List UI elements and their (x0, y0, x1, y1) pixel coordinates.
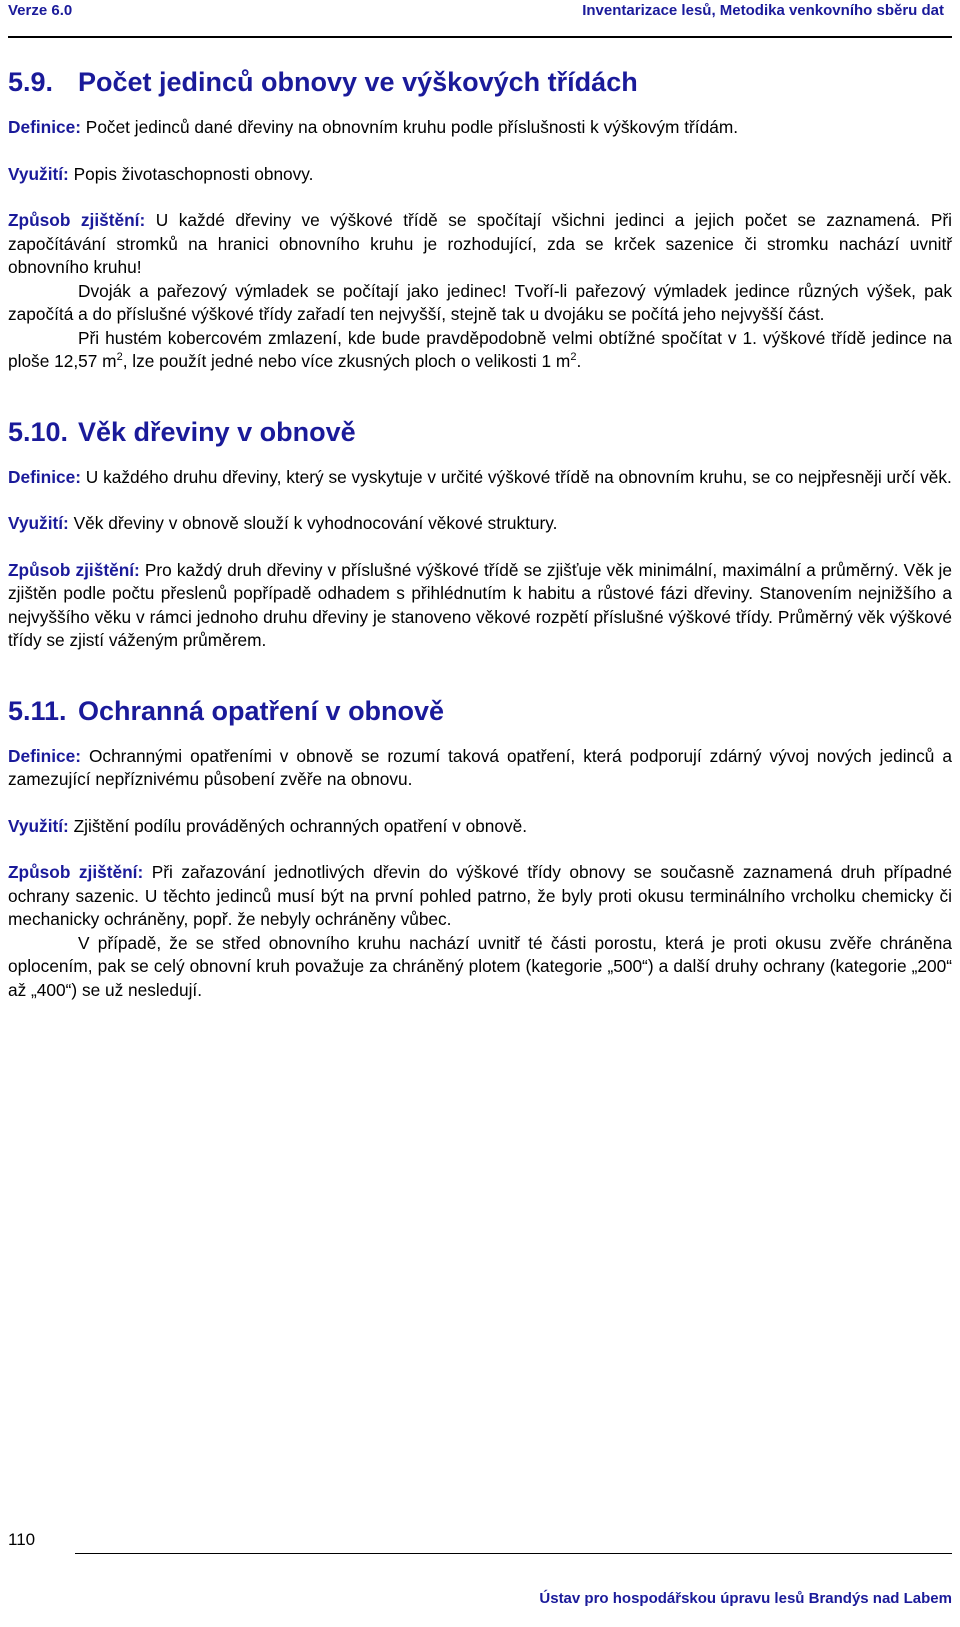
usage-label: Využití: (8, 513, 69, 533)
method-paragraph (8, 209, 952, 280)
definition-text: Ochrannými opatřeními v obnově se rozumí taková opatření, která podporují zdárný vývoj nových jedinců a zamezující nepříznivému působení zvěře na obnovu. (8, 745, 952, 789)
section-5-10 (8, 414, 952, 653)
section-5-9 (8, 64, 952, 374)
definition-label: Definice: (8, 745, 81, 766)
definition-paragraph (8, 116, 952, 140)
method-label: Způsob zjištění: (8, 559, 140, 580)
page-header (8, 0, 952, 38)
version-label: Verze 6.0 (8, 2, 73, 19)
superscript: 2 (116, 351, 123, 364)
method-label: Způsob zjištění: (8, 862, 144, 882)
definition-label: Definice: (8, 466, 81, 487)
usage-paragraph (8, 815, 952, 839)
section-heading (8, 64, 952, 100)
usage-paragraph (8, 163, 952, 187)
definition-text: U každého druhu dřeviny, který se vyskytuje v určité výškové třídě na obnovním kruhu, se co nejpřesněji určí věk. (85, 466, 952, 487)
definition-paragraph (8, 466, 952, 490)
usage-paragraph (8, 512, 952, 536)
method-paragraph (8, 861, 952, 932)
usage-text: Popis životaschopnosti obnovy. (73, 163, 314, 184)
usage-label: Využití: (8, 163, 69, 184)
superscript: 2 (570, 351, 577, 364)
section-number: 5.11. (8, 695, 67, 726)
section-title: Ochranná opatření v obnově (78, 695, 445, 726)
method-text: U každé dřeviny ve výškové třídě se spočítají všichni jedinci a jejich počet se zaznamená. Při započítávání stromků na hranici obnovního kruhu je rozhodující, zda se krček sazenice či stromku nachází uvnitř obnovního kruhu! (8, 210, 952, 277)
body-paragraph: Dvoják a pařezový výmladek se počítají jako jedinec! Tvoří-li pařezový výmladek jedince různých výšek, pak započítá a do příslušné výškové třídy zařadí ten nejvyšší, stejně tak u dvojáku se počítá jeho nejvyšší část. (8, 280, 952, 324)
usage-label: Využití: (8, 815, 69, 836)
body-paragraph: V případě, že se střed obnovního kruhu nachází uvnitř té části porostu, která je proti okusu zvěře chráněna oplocením, pak se celý obnovní kruh považuje za chráněný plotem (kategorie „500“) a další druhy ochrany (kategorie „200“ až „400“) se už nesledují. (8, 932, 952, 1000)
method-text: Pro každý druh dřeviny v příslušné výškové třídě se zjišťuje věk minimální, maximální a průměrný. Věk je zjištěn podle počtu přeslenů popřípadě odhadem s přihlédnutím k habitu a růstové fázi dřeviny. Stanovením nejnižšího a nejvyššího věku v rámci jednoho druhu dřeviny je stanoveno věkové rozpětí příslušné výškové třídy. Průměrný věk výškové třídy se zjistí váženým průměrem. (8, 559, 952, 650)
section-title: Počet jedinců obnovy ve výškových třídách (78, 67, 638, 97)
section-5-11 (8, 693, 952, 1003)
definition-text: Počet jedinců dané dřeviny na obnovním kruhu podle příslušnosti k výškovým třídám. (85, 117, 739, 137)
method-text: Při zařazování jednotlivých dřevin do výškové třídy obnovy se současně zaznamená druh případné ochrany sazenic. U těchto jedinců musí být na první pohled patrno, že byly proti okusu terminálního vrcholku chemicky či mechanicky ochráněny, popř. že nebyly ochráněny vůbec. (8, 862, 952, 929)
page-content (8, 64, 952, 1002)
method-label: Způsob zjištění: (8, 210, 146, 230)
document-title: Inventarizace lesů, Metodika venkovního sběru dat (582, 2, 944, 19)
footer-divider (75, 1553, 952, 1554)
text-run: . (576, 351, 582, 371)
section-heading (8, 414, 952, 450)
body-paragraph (8, 327, 952, 374)
text-run: , lze použít jedné nebo více zkusných ploch o velikosti 1 m (122, 351, 571, 371)
usage-text: Věk dřeviny v obnově slouží k vyhodnocování věkové struktury. (73, 513, 558, 533)
usage-text: Zjištění podílu prováděných ochranných opatření v obnově. (73, 815, 528, 836)
section-number: 5.9. (8, 67, 54, 97)
publisher-label: Ústav pro hospodářskou úpravu lesů Brandýs nad Labem (539, 1590, 952, 1607)
method-paragraph (8, 559, 952, 653)
section-heading (8, 693, 952, 729)
page-number: 110 (8, 1530, 36, 1549)
section-number: 5.10. (8, 416, 69, 447)
definition-paragraph (8, 745, 952, 792)
text-run: Při hustém kobercovém zmlazení, kde bude pravděpodobně velmi obtížné spočítat v 1. výškové třídě jedince na ploše 12,57 m (8, 327, 952, 371)
definition-label: Definice: (8, 117, 81, 137)
section-title: Věk dřeviny v obnově (78, 416, 356, 447)
